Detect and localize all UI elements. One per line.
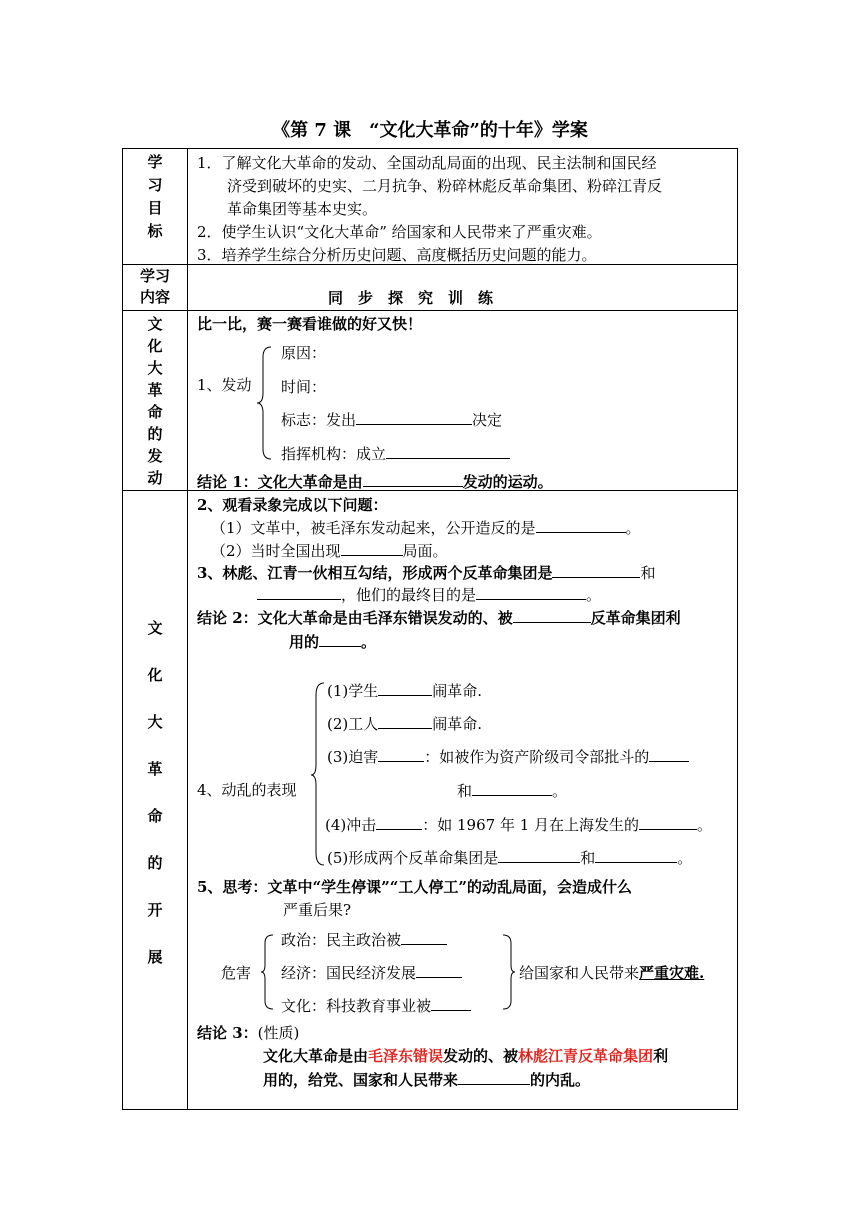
brace-icon (255, 345, 275, 461)
unrest-1: (1)学生 闹革命. (327, 682, 483, 700)
unrest-5: (5)形成两个反革命集团是 和 。 (327, 849, 693, 867)
conclusion-1: 结论 1：文化大革命是由 发动的运动。 (197, 473, 553, 491)
section1-intro: 比一比，赛一赛看谁做的好又快！ (197, 315, 423, 333)
content-label: 学习 内容 (139, 267, 170, 306)
conclusion-2: 结论 2：文化大革命是由毛泽东错误发动的、被 反革命集团利 (197, 609, 681, 627)
launch-org: 指挥机构：成立 (281, 443, 510, 464)
brace-icon (309, 681, 327, 867)
harm-economy: 经济：国民经济发展 (281, 962, 462, 983)
launch-sign: 标志：发出 决定 (281, 411, 503, 429)
question-2: 2、观看录象完成以下问题： (197, 496, 388, 514)
unrest-3: (3)迫害 ：如被作为资产阶级司令部批斗的 (327, 746, 689, 767)
launch-item: 1、发动 (197, 376, 252, 394)
harm-label: 危害 (221, 964, 252, 982)
unrest-4: (4)冲击 ：如 1967 年 1 月在上海发生的 。 (325, 816, 713, 834)
brace-icon (501, 933, 517, 1011)
harm-culture: 文化：科技教育事业被 (281, 995, 471, 1016)
harm-result: 给国家和人民带来严重灾难. (519, 964, 705, 982)
unrest-2: (2)工人 闹革命. (327, 715, 483, 733)
conclusion-3-label: 结论 3：(性质) (197, 1024, 300, 1042)
row-divider (123, 310, 737, 311)
unrest-3-cont: 和 。 (457, 782, 568, 800)
conclusion-3-cont: 用的，给党、国家和人民带来 的内乱。 (263, 1071, 591, 1089)
question-4: 4、动乱的表现 (197, 781, 297, 799)
question-2-1: （1）文革中，被毛泽东发动起来，公开造反的是 。 (211, 519, 641, 537)
goals-text: 1．了解文化大革命的发动、全国动乱局面的出现、民主法制和国民经 济受到破坏的史实、二月抗争、粉碎林彪反革命集团、粉碎江青反 革命集团等基本史实。 2．使学生认识“文化大革命” 给国家和人民带来了严重灾难。 3．培养学生综合分析历史问题、高度概括历史问题的能力。 (197, 154, 663, 264)
page-title: 《第 7 课 “文化大革命”的十年》学案 (272, 120, 588, 141)
question-5: 5、思考：文革中“学生停课”“工人停工”的动乱局面，会造成什么 (197, 878, 632, 896)
question-3: 3、林彪、江青一伙相互勾结，形成两个反革命集团是 和 (197, 564, 656, 582)
question-3-cont: ，他们的最终目的是 。 (257, 584, 601, 605)
launch-cause: 原因： (281, 344, 327, 362)
section1-label: 文 化 大 革 命 的 发 动 (147, 315, 163, 487)
conclusion-3: 文化大革命是由毛泽东错误发动的、被林彪江青反革命集团利 (263, 1047, 669, 1065)
goals-label: 学 习 目 标 (147, 153, 163, 240)
brace-icon (259, 933, 275, 1011)
worksheet-table (122, 148, 738, 1110)
harm-politics: 政治：民主政治被 (281, 929, 447, 950)
question-2-2: （2）当时全国出现 局面。 (211, 542, 448, 560)
content-heading: 同 步 探 究 训 练 (328, 289, 494, 307)
question-5-cont: 严重后果? (283, 901, 352, 919)
section2-label: 文 化 大 革 命 的 开 展 (147, 619, 163, 966)
conclusion-2-cont: 用的 。 (289, 633, 377, 651)
launch-time: 时间： (281, 378, 327, 396)
column-divider (187, 149, 188, 1109)
